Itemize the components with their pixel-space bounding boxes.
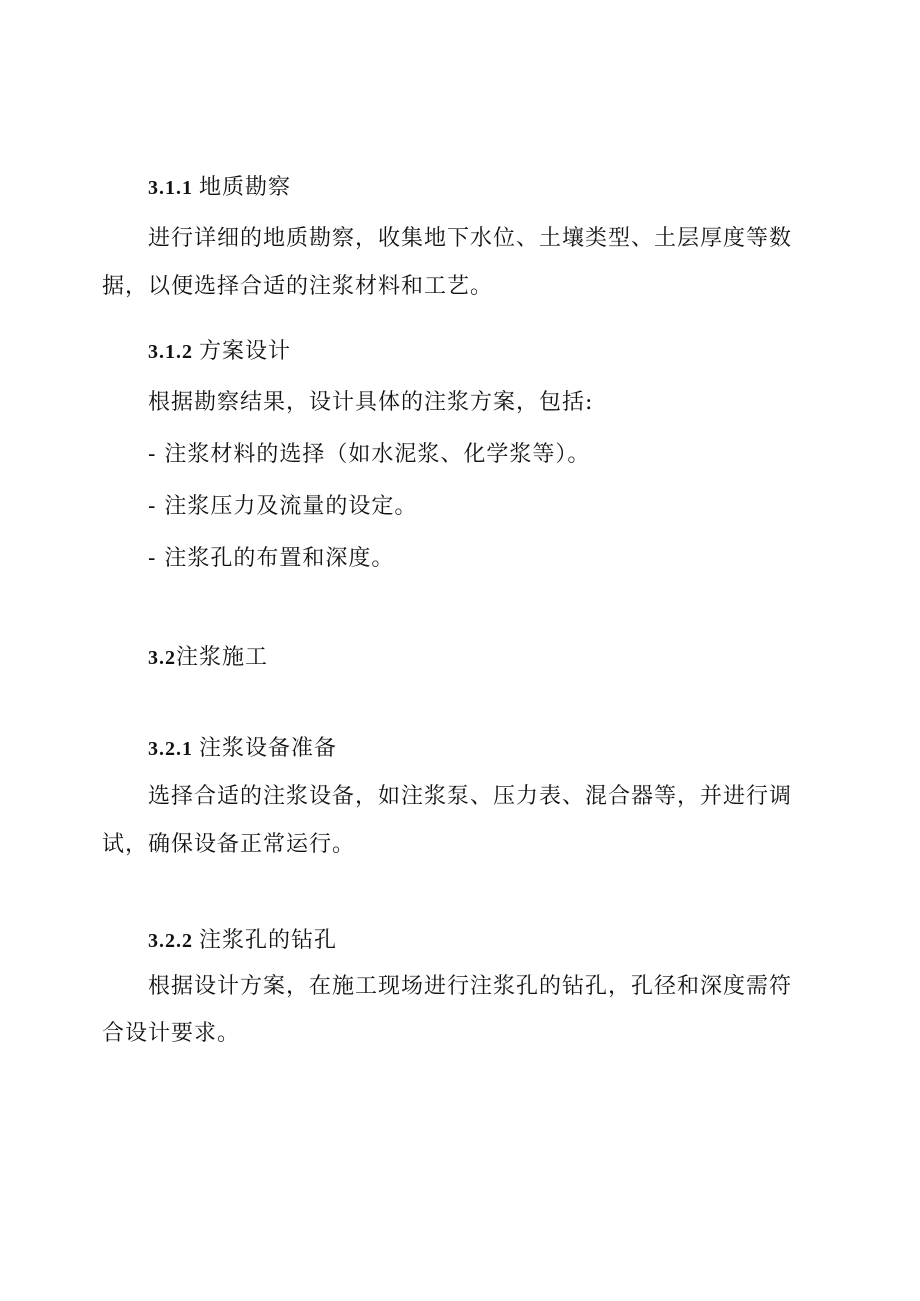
section-number: 3.1.1: [148, 177, 193, 199]
section-heading-3-1-2: [148, 337, 291, 367]
section-heading-3-2-1: [148, 734, 337, 764]
section-number: 3.1.2: [148, 341, 193, 363]
paragraph-line: 合设计要求。: [102, 1021, 241, 1046]
section-title: 注浆孔的钻孔: [199, 928, 338, 953]
list-item: - 注浆孔的布置和深度。: [148, 546, 395, 571]
section-number: 3.2.2: [148, 930, 193, 952]
section-heading-3-1-1: [148, 173, 291, 203]
paragraph-line: 根据勘察结果，设计具体的注浆方案，包括:: [148, 390, 594, 415]
section-heading-3-2: [148, 643, 268, 673]
section-title: 注浆施工: [176, 645, 269, 670]
paragraph-line: 进行详细的地质勘察，收集地下水位、土壤类型、土层厚度等数: [148, 226, 793, 251]
section-title: 方案设计: [199, 339, 292, 364]
section-title: 注浆设备准备: [199, 736, 338, 761]
list-item: - 注浆压力及流量的设定。: [148, 494, 418, 519]
paragraph-line: 选择合适的注浆设备，如注浆泵、压力表、混合器等，并进行调: [148, 784, 793, 809]
list-item: - 注浆材料的选择（如水泥浆、化学浆等）。: [148, 442, 591, 467]
section-heading-3-2-2: [148, 926, 337, 956]
section-number: 3.2: [148, 647, 176, 669]
paragraph-line: 试，确保设备正常运行。: [102, 832, 356, 857]
paragraph-line: 根据设计方案，在施工现场进行注浆孔的钻孔，孔径和深度需符: [148, 974, 793, 999]
section-title: 地质勘察: [199, 175, 292, 200]
section-number: 3.2.1: [148, 738, 193, 760]
paragraph-line: 据，以便选择合适的注浆材料和工艺。: [102, 274, 494, 299]
